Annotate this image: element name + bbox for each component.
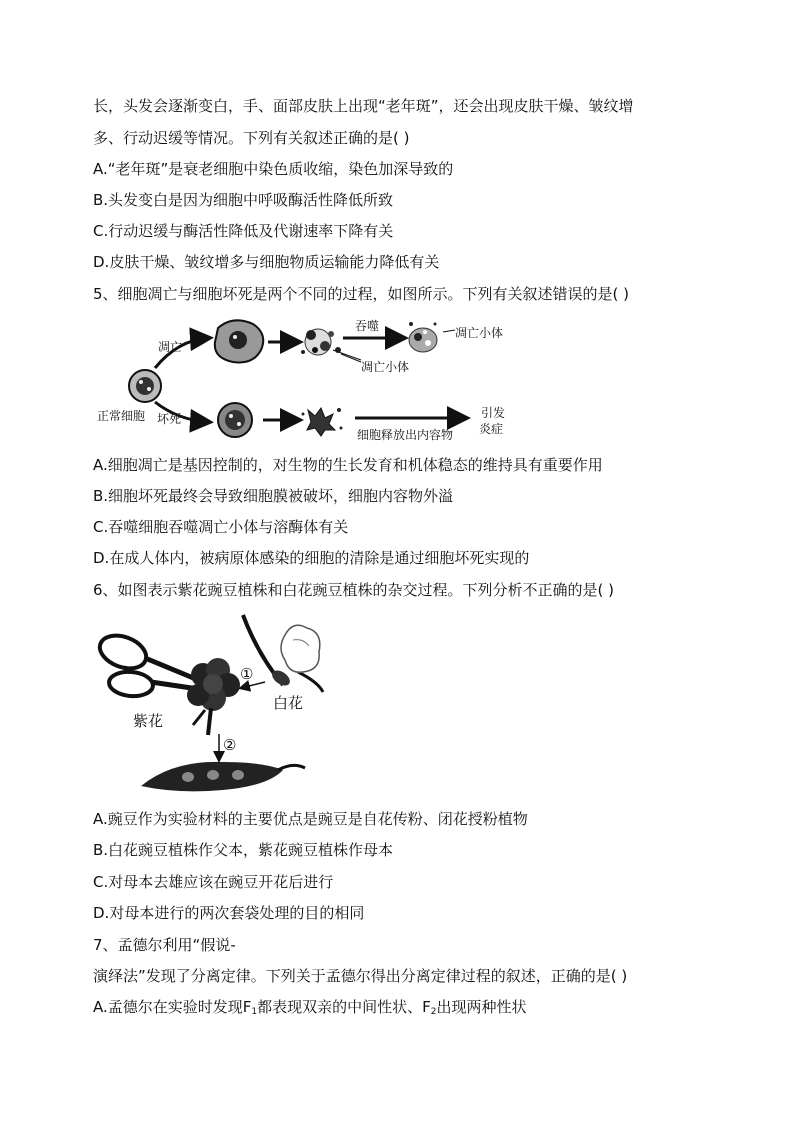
q4-option-d: D.皮肤干燥、皱纹增多与细胞物质运输能力降低有关 [93, 253, 440, 271]
label-apoptotic-body-1: 凋亡小体 [455, 326, 504, 340]
pea-pod-icon [141, 762, 305, 791]
q5-option-c: C.吞噬细胞吞噬凋亡小体与溶酶体有关 [93, 518, 349, 536]
q7-stem-line2: 演绎法”发现了分离定律。下列关于孟德尔得出分离定律过程的叙述，正确的是( ) [93, 967, 628, 985]
q7-option-a-part1: A.孟德尔在实验时发现F [93, 998, 252, 1016]
label-step-1: ① [240, 665, 254, 683]
label-apoptosis: 凋亡 [158, 340, 183, 354]
white-flower-icon [281, 625, 320, 672]
q6-option-b: B.白花豌豆植株作父本，紫花豌豆植株作母本 [93, 841, 394, 859]
q7-option-a-part3: 出现两种性状 [436, 998, 527, 1016]
label-apoptotic-body-2: 凋亡小体 [361, 360, 410, 374]
q4-stem-line2: 多、行动迟缓等情况。下列有关叙述正确的是( ) [93, 129, 410, 147]
label-release-contents: 细胞释放出内容物 [357, 428, 454, 442]
q5-option-b: B.细胞坏死最终会导致细胞膜被破坏，细胞内容物外溢 [93, 487, 454, 505]
swollen-cell-icon [218, 403, 252, 437]
apoptosis-necrosis-figure [93, 310, 513, 450]
scissors-icon [95, 630, 205, 698]
q6-option-d: D.对母本进行的两次套袋处理的目的相同 [93, 904, 365, 922]
ruptured-cell-icon [302, 408, 343, 436]
normal-cell-icon [129, 370, 161, 402]
label-white-flower: 白花 [273, 694, 304, 712]
apoptotic-cell-icon [215, 320, 263, 362]
q7-option-a-sub2: 2 [430, 1007, 437, 1017]
q4-option-c: C.行动迟缓与酶活性降低及代谢速率下降有关 [93, 222, 394, 240]
label-engulf: 吞噬 [355, 319, 380, 333]
pea-cross-diagram [93, 610, 343, 800]
q6-stem: 6、如图表示紫花豌豆植株和白花豌豆植株的杂交过程。下列分析不正确的是( ) [93, 581, 615, 599]
label-inflammation-2: 炎症 [479, 422, 504, 436]
q7-option-a-sub1: 1 [251, 1007, 258, 1017]
label-necrosis: 坏死 [157, 412, 182, 426]
q6-option-c: C.对母本去雄应该在豌豆开花后进行 [93, 873, 334, 891]
q4-option-b: B.头发变白是因为细胞中呼吸酶活性降低所致 [93, 191, 394, 209]
phagocyte-icon [409, 322, 437, 352]
q7-stem-line1: 7、孟德尔利用“假说- [93, 936, 236, 954]
label-purple-flower: 紫花 [133, 712, 164, 730]
purple-flower-icon [187, 658, 240, 735]
label-normal-cell: 正常细胞 [97, 409, 146, 423]
q5-option-d: D.在成人体内，被病原体感染的细胞的清除是通过细胞坏死实现的 [93, 549, 530, 567]
label-inflammation-1: 引发 [481, 406, 506, 420]
q4-stem-line1: 长，头发会逐渐变白，手、面部皮肤上出现“老年斑”，还会出现皮肤干燥、皱纹增 [93, 97, 634, 115]
q6-option-a: A.豌豆作为实验材料的主要优点是豌豆是自花传粉、闭花授粉植物 [93, 810, 528, 828]
q7-option-a-part2: 都表现双亲的中间性状、F [257, 998, 431, 1016]
pea-cross-figure [93, 610, 343, 800]
q4-option-a: A.“老年斑”是衰老细胞中染色质收缩，染色加深导致的 [93, 160, 454, 178]
label-step-2: ② [223, 736, 237, 754]
q7-option-a [93, 997, 527, 1022]
q5-stem: 5、细胞凋亡与细胞坏死是两个不同的过程，如图所示。下列有关叙述错误的是( ) [93, 285, 630, 303]
q5-option-a: A.细胞凋亡是基因控制的，对生物的生长发育和机体稳态的维持具有重要作用 [93, 456, 603, 474]
